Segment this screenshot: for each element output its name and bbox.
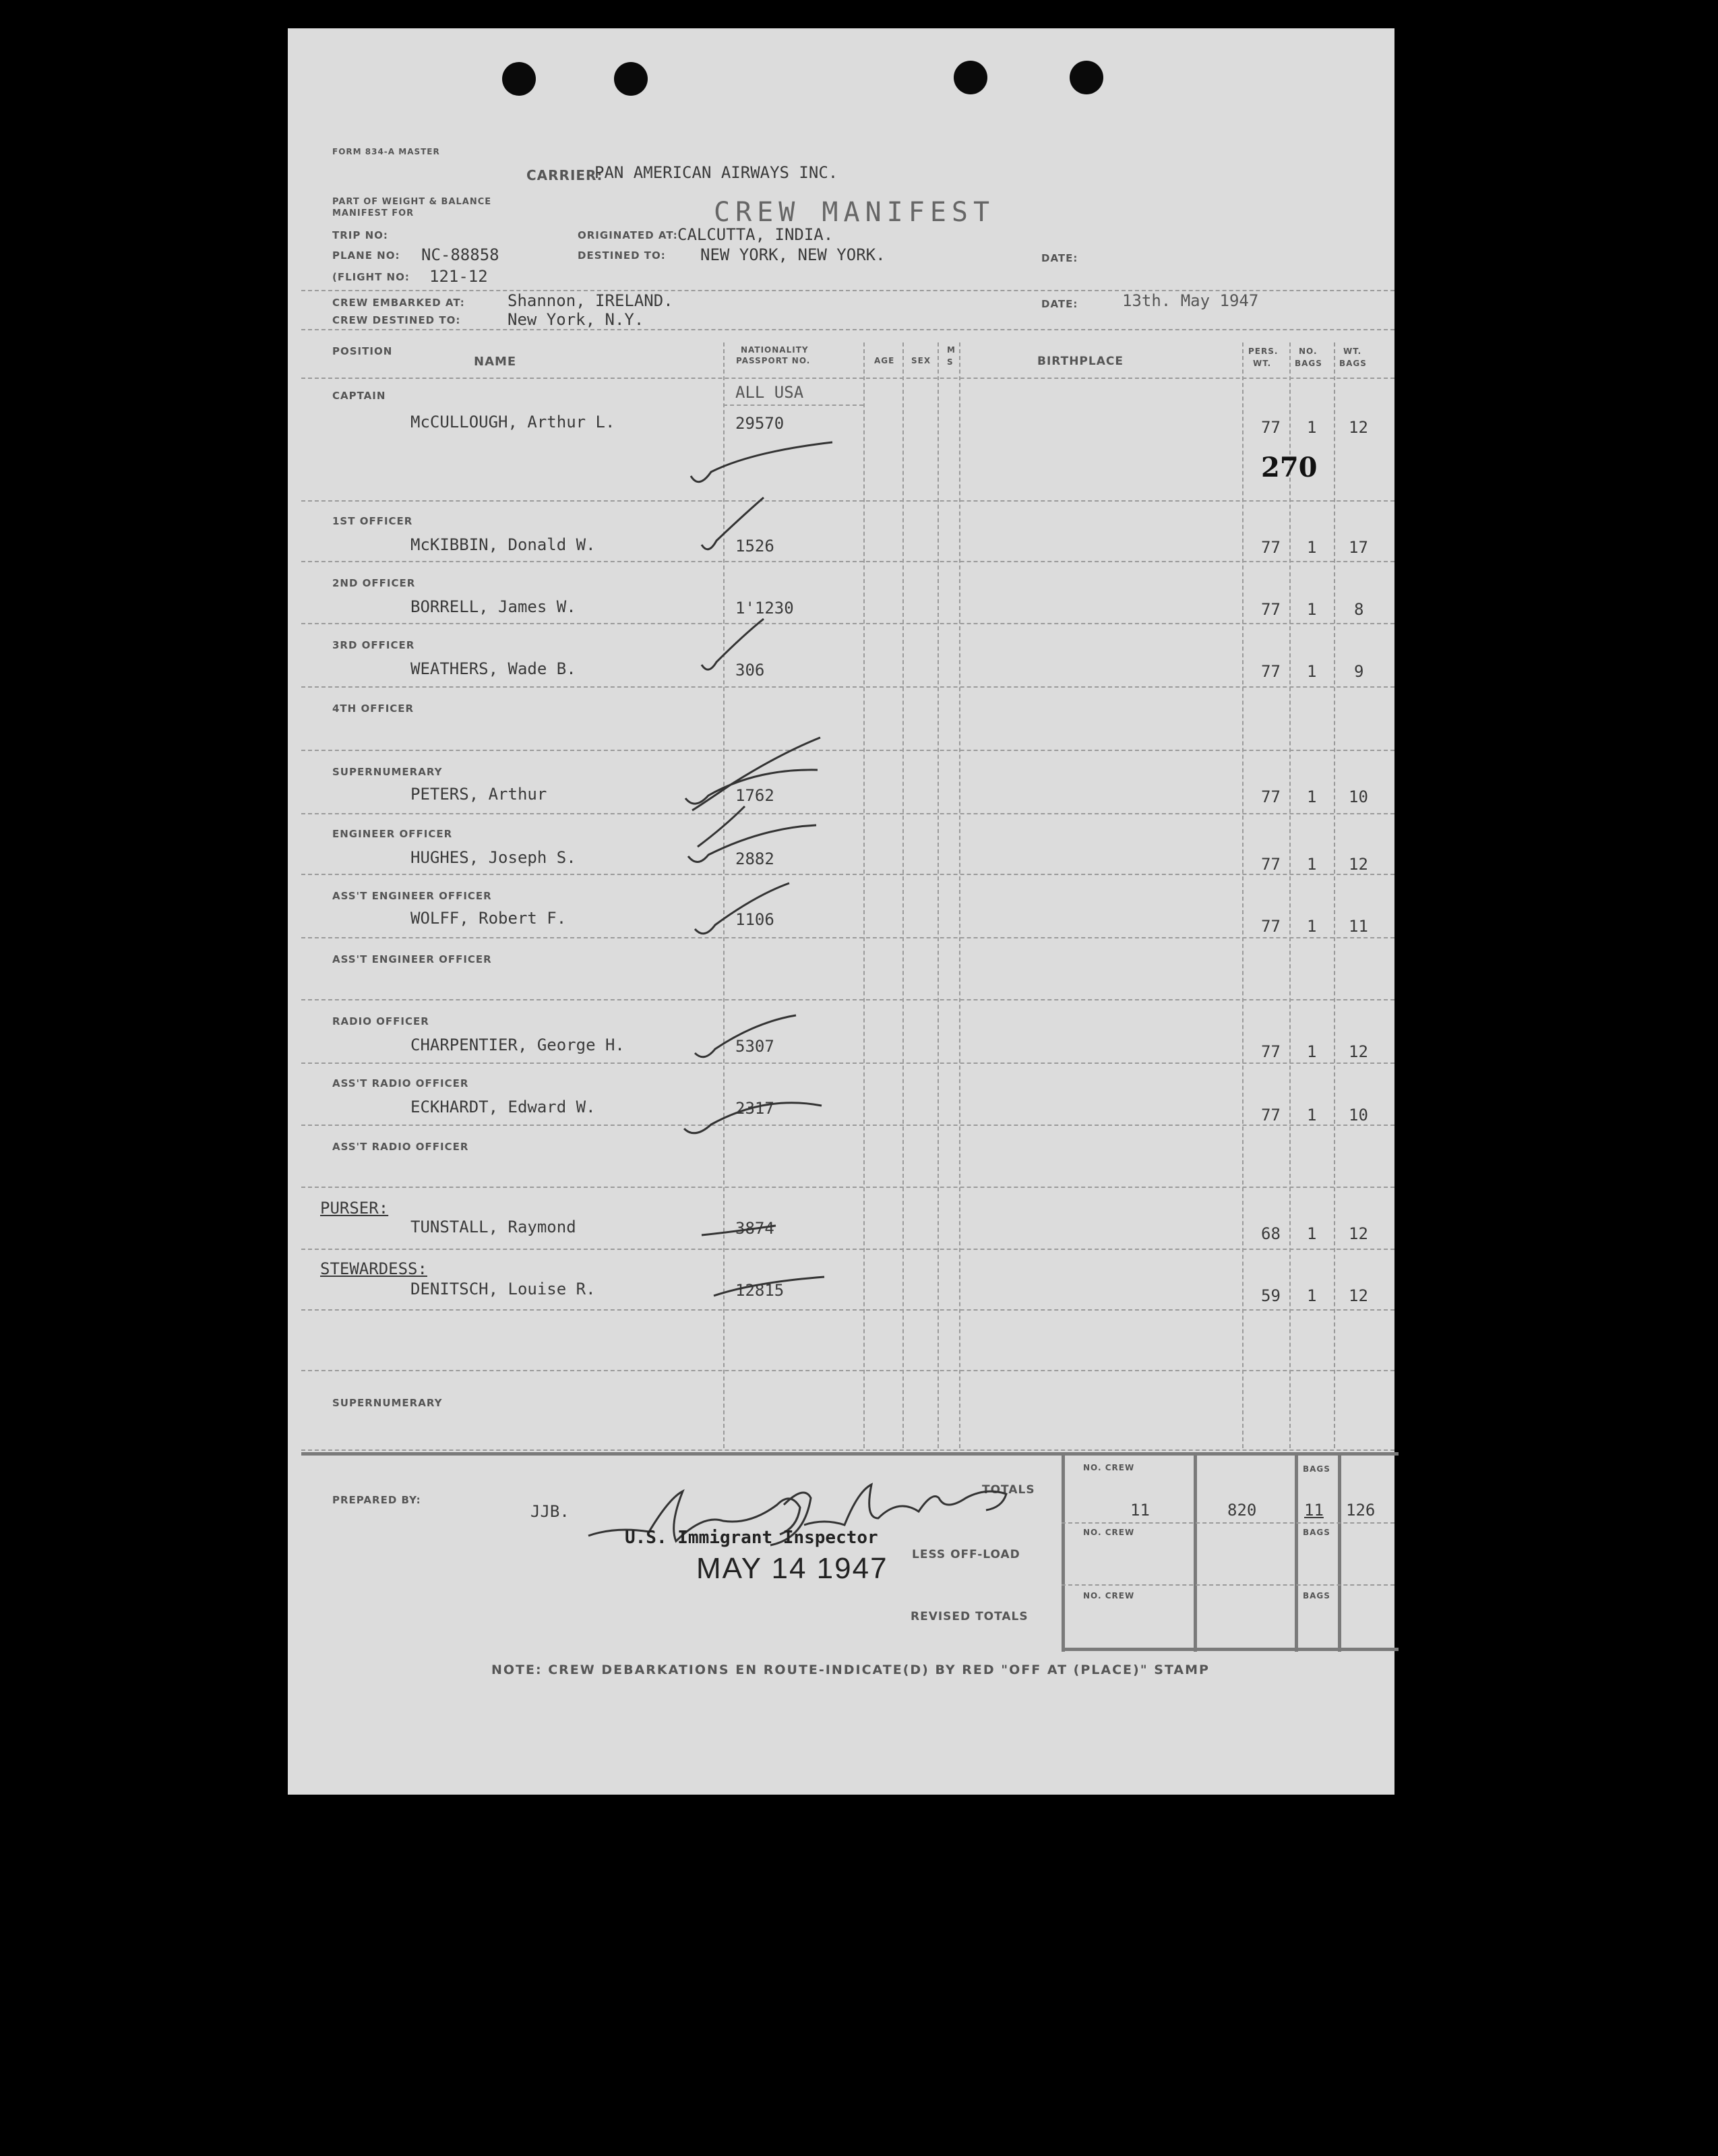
col-wt-bags-1: WT. (1343, 347, 1362, 356)
col-birthplace: BIRTHPLACE (1037, 355, 1124, 368)
col-position: POSITION (332, 345, 393, 357)
no-bags: 1 (1307, 662, 1317, 681)
prepared-by-value: JJB. (530, 1502, 570, 1521)
part-of-label-2: MANIFEST FOR (332, 208, 415, 218)
wt-bags: 12 (1349, 418, 1368, 437)
totals-bottom-line (1062, 1648, 1399, 1651)
crew-name: McKIBBIN, Donald W. (410, 535, 596, 554)
date2-label: DATE: (1041, 298, 1078, 310)
position-label: PURSER: (320, 1199, 389, 1218)
crew-name: WEATHERS, Wade B. (410, 659, 576, 678)
inspector-stamp-title: U.S. Immigrant Inspector (625, 1528, 878, 1548)
col-ms-2: S (947, 357, 954, 367)
crew-name: PETERS, Arthur (410, 785, 547, 804)
col-age: AGE (874, 356, 895, 365)
passport-no: 306 (735, 661, 765, 680)
no-crew-label: NO. CREW (1083, 1528, 1135, 1537)
pers-wt: 68 (1261, 1224, 1281, 1243)
check-mark (698, 806, 745, 847)
check-mark (685, 770, 818, 804)
check-mark (702, 498, 764, 549)
crew-name: ECKHARDT, Edward W. (410, 1098, 596, 1116)
bags-label: BAGS (1303, 1528, 1330, 1537)
no-bags: 1 (1307, 538, 1317, 557)
revised-totals-label: REVISED TOTALS (911, 1610, 1029, 1623)
wt-bags: 11 (1349, 917, 1368, 936)
check-mark (692, 738, 820, 810)
col-no-bags-2: BAGS (1295, 359, 1322, 368)
inspector-stamp-date: MAY 14 1947 (696, 1552, 888, 1585)
no-bags: 1 (1307, 600, 1317, 619)
row-divider (301, 1449, 1394, 1451)
passport-no: 1526 (735, 537, 774, 556)
check-mark (702, 619, 764, 669)
pers-wt: 77 (1261, 1042, 1281, 1061)
wt-bags: 17 (1349, 538, 1368, 557)
plane-label: PLANE NO: (332, 249, 400, 262)
crew-destined-value: New York, N.Y. (508, 310, 644, 329)
crew-name: HUGHES, Joseph S. (410, 848, 576, 867)
crew-embarked-value: Shannon, IRELAND. (508, 291, 673, 310)
check-marks (288, 28, 1394, 1377)
destined-value: NEW YORK, NEW YORK. (700, 245, 886, 264)
totals-row-line (1062, 1522, 1394, 1524)
prepared-by-label: PREPARED BY: (332, 1494, 421, 1506)
position-label: ASS'T ENGINEER OFFICER (332, 953, 492, 965)
position-label: 3RD OFFICER (332, 639, 415, 651)
wt-bags: 12 (1349, 1042, 1368, 1061)
check-mark (702, 1226, 776, 1235)
total-bags: 11 (1304, 1501, 1324, 1520)
wt-bags: 8 (1354, 600, 1364, 619)
crew-destined-label: CREW DESTINED TO: (332, 314, 461, 326)
total-pers-wt: 820 (1227, 1501, 1257, 1520)
position-label: 1ST OFFICER (332, 515, 413, 527)
crew-embarked-label: CREW EMBARKED AT: (332, 297, 465, 309)
check-mark (695, 1015, 796, 1057)
pers-wt: 77 (1261, 1106, 1281, 1125)
check-mark (714, 1277, 824, 1296)
no-bags: 1 (1307, 917, 1317, 936)
col-wt-bags-2: BAGS (1339, 359, 1367, 368)
passport-no: 1'1230 (735, 599, 794, 618)
position-label: RADIO OFFICER (332, 1015, 429, 1027)
wt-bags: 12 (1349, 1224, 1368, 1243)
pers-wt: 77 (1261, 917, 1281, 936)
check-mark (691, 442, 832, 482)
bags-label: BAGS (1303, 1464, 1330, 1474)
col-pers-wt-1: PERS. (1248, 347, 1279, 356)
check-mark (688, 825, 816, 862)
no-bags: 1 (1307, 1286, 1317, 1305)
pers-wt: 77 (1261, 600, 1281, 619)
manifest-sheet (288, 28, 1394, 1795)
passport-no: 3874 (735, 1219, 774, 1238)
col-ms-1: M (947, 345, 956, 355)
passport-no: 29570 (735, 414, 785, 433)
crew-name: CHARPENTIER, George H. (410, 1036, 625, 1054)
wt-bags: 10 (1349, 1106, 1368, 1125)
col-passport: PASSPORT NO. (736, 356, 811, 365)
less-off-label: LESS OFF-LOAD (912, 1548, 1020, 1561)
wt-bags: 10 (1349, 787, 1368, 806)
pers-wt: 77 (1261, 855, 1281, 874)
no-bags: 1 (1307, 418, 1317, 437)
passport-no: 2882 (735, 849, 774, 868)
crew-name: BORRELL, James W. (410, 597, 576, 616)
passport-no: 2317 (735, 1099, 774, 1118)
position-label: SUPERNUMERARY (332, 766, 443, 778)
pers-wt: 59 (1261, 1286, 1281, 1305)
footer-note: NOTE: CREW DEBARKATIONS EN ROUTE-INDICATE(D) BY RED "OFF AT (PLACE)" STAMP (491, 1663, 1210, 1677)
position-label: CAPTAIN (332, 390, 386, 402)
nationality: ALL USA (735, 383, 804, 402)
plane-value: NC-88858 (421, 245, 499, 264)
flight-value: 121-12 (429, 267, 488, 286)
position-label: 2ND OFFICER (332, 577, 416, 589)
date2-value: 13th. May 1947 (1122, 291, 1259, 310)
carrier-label: CARRIER: (526, 167, 603, 183)
flight-label: (FLIGHT NO: (332, 271, 410, 283)
no-bags: 1 (1307, 1106, 1317, 1125)
position-label: 4TH OFFICER (332, 702, 415, 715)
no-crew-label: NO. CREW (1083, 1591, 1135, 1600)
pers-wt: 77 (1261, 418, 1281, 437)
totals-label: TOTALS (982, 1483, 1035, 1497)
totals-divider (1338, 1452, 1341, 1652)
no-bags: 1 (1307, 1224, 1317, 1243)
total-wt-bags: 126 (1346, 1501, 1376, 1520)
col-no-bags-1: NO. (1299, 347, 1318, 356)
col-pers-wt-2: WT. (1253, 359, 1272, 368)
pers-wt: 77 (1261, 787, 1281, 806)
trip-label: TRIP NO: (332, 229, 388, 241)
wt-bags: 9 (1354, 662, 1364, 681)
passport-no: 12815 (735, 1281, 785, 1300)
pers-wt: 77 (1261, 662, 1281, 681)
position-label: ASS'T RADIO OFFICER (332, 1141, 469, 1153)
no-bags: 1 (1307, 1042, 1317, 1061)
crew-name: WOLFF, Robert F. (410, 909, 567, 928)
passport-no: 1106 (735, 910, 774, 929)
page-title: CREW MANIFEST (714, 197, 995, 228)
crew-name: McCULLOUGH, Arthur L. (410, 413, 615, 431)
totals-row-line (1062, 1584, 1394, 1586)
wt-bags: 12 (1349, 855, 1368, 874)
carrier-value: PAN AMERICAN AIRWAYS INC. (594, 163, 838, 182)
crew-name: DENITSCH, Louise R. (410, 1280, 596, 1298)
col-nationality: NATIONALITY (741, 345, 809, 355)
crew-name: TUNSTALL, Raymond (410, 1218, 576, 1236)
destined-label: DESTINED TO: (578, 249, 666, 262)
position-label: ENGINEER OFFICER (332, 828, 453, 840)
totals-top-line (301, 1452, 1399, 1456)
totals-divider (1194, 1452, 1197, 1652)
pers-wt: 77 (1261, 538, 1281, 557)
no-crew-label: NO. CREW (1083, 1463, 1135, 1472)
total-crew: 11 (1130, 1501, 1150, 1520)
wt-bags: 12 (1349, 1286, 1368, 1305)
no-bags: 1 (1307, 855, 1317, 874)
position-label: ASS'T ENGINEER OFFICER (332, 890, 492, 902)
col-sex: SEX (911, 356, 931, 365)
check-mark (695, 883, 789, 934)
check-mark (684, 1103, 822, 1133)
col-name: NAME (474, 355, 517, 369)
totals-divider (1295, 1452, 1298, 1652)
originated-label: ORIGINATED AT: (578, 229, 678, 241)
position-label: ASS'T RADIO OFFICER (332, 1077, 469, 1089)
handwritten-total: 270 (1261, 452, 1318, 483)
form-number: FORM 834-A MASTER (332, 147, 440, 156)
no-bags: 1 (1307, 787, 1317, 806)
position-label: STEWARDESS: (320, 1259, 427, 1278)
date-label: DATE: (1041, 252, 1078, 264)
part-of-label-1: PART OF WEIGHT & BALANCE (332, 197, 492, 207)
passport-no: 1762 (735, 786, 774, 805)
bags-label: BAGS (1303, 1591, 1330, 1600)
passport-no: 5307 (735, 1037, 774, 1056)
originated-value: CALCUTTA, INDIA. (677, 225, 834, 244)
position-label: SUPERNUMERARY (332, 1397, 443, 1409)
